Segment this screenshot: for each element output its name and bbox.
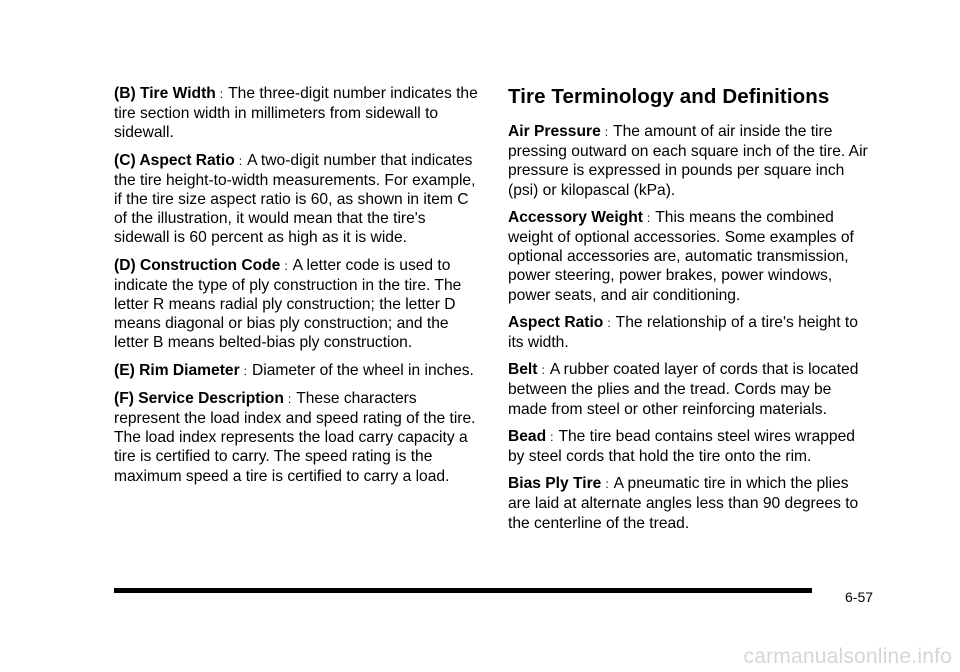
definition-text: A letter code is used to indicate the type of ply construction in the tire. The letter R means radial ply construction; the letter D means diagonal or bias ply construction; and the letter B means belted-bias ply construction. <box>114 256 462 352</box>
term-label: Belt <box>508 361 538 379</box>
term-label: (B) Tire Width <box>114 85 216 102</box>
definition-entry <box>508 208 874 305</box>
definition-text: The amount of air inside the tire pressing outward on each square inch of the tire. Air pressure is expressed in pounds per square inch (psi) or kilopascal (kPa). <box>508 123 868 199</box>
definition-entry <box>508 122 874 200</box>
site-watermark: carmanualsonline.info <box>743 645 952 668</box>
term-separator: : <box>604 125 609 139</box>
footer-rule <box>114 588 812 593</box>
definition-text: The three-digit number indicates the tire section width in millimeters from sidewall to sidewall. <box>114 85 478 142</box>
definition-entry <box>114 84 480 143</box>
term-label: (E) Rim Diameter <box>114 361 240 379</box>
term-separator: : <box>238 153 243 168</box>
term-label: Aspect Ratio <box>508 313 604 331</box>
term-label: Bead <box>508 427 547 445</box>
definition-text: These characters represent the load index and speed rating of the tire. The load index represents the load carry capacity a tire is certified to carry. The speed rating is the maximum speed a tire is certified to carry a load. <box>114 389 476 485</box>
term-separator: : <box>550 429 554 444</box>
term-label: Air Pressure <box>508 123 601 140</box>
definition-entry <box>114 389 480 486</box>
definition-text: A pneumatic tire in which the plies are laid at alternate angles less than 90 degrees to the centerline of the tread. <box>508 475 859 532</box>
term-separator: : <box>284 258 288 273</box>
definition-entry <box>508 474 874 533</box>
term-separator: : <box>541 363 545 378</box>
term-label: Accessory Weight <box>508 208 643 226</box>
term-label: (D) Construction Code <box>114 256 281 274</box>
term-separator: : <box>243 363 247 378</box>
page-number: 6-57 <box>845 589 874 605</box>
section-heading: Tire Terminology and Definitions <box>508 85 830 108</box>
term-separator: : <box>646 210 651 225</box>
term-separator: : <box>605 477 609 492</box>
definition-entry <box>114 256 480 353</box>
definition-text: This means the combined weight of optional accessories. Some examples of optional accessories are, automatic transmission, power steering, power brakes, power windows, power seats, and air conditioning. <box>508 208 854 304</box>
left-column <box>114 84 480 494</box>
definition-entry <box>508 427 874 466</box>
definition-entry <box>508 360 874 419</box>
definition-entry <box>114 151 480 248</box>
definition-text: Diameter of the wheel in inches. <box>252 361 474 379</box>
term-label: Bias Ply Tire <box>508 475 602 493</box>
definition-text: The tire bead contains steel wires wrapped by steel cords that hold the tire onto the rim. <box>508 427 855 466</box>
term-label: (C) Aspect Ratio <box>114 151 235 169</box>
definition-entry <box>508 313 874 352</box>
term-separator: : <box>219 87 224 101</box>
term-label: (F) Service Description <box>114 389 284 407</box>
term-separator: : <box>287 391 292 406</box>
definition-entry <box>114 361 480 381</box>
term-separator: : <box>607 315 611 330</box>
definition-text: A rubber coated layer of cords that is located between the plies and the tread. Cords may be made from steel or other reinforcing materials. <box>508 361 859 418</box>
right-column <box>508 86 874 541</box>
definition-text: A two-digit number that indicates the tire height-to-width measurements. For example, if the tire size aspect ratio is 60, as shown in item C of the illustration, it would mean that the tire's sidewall is 60 percent as high as it is wide. <box>114 151 476 247</box>
definition-text: The relationship of a tire's height to its width. <box>508 313 858 352</box>
